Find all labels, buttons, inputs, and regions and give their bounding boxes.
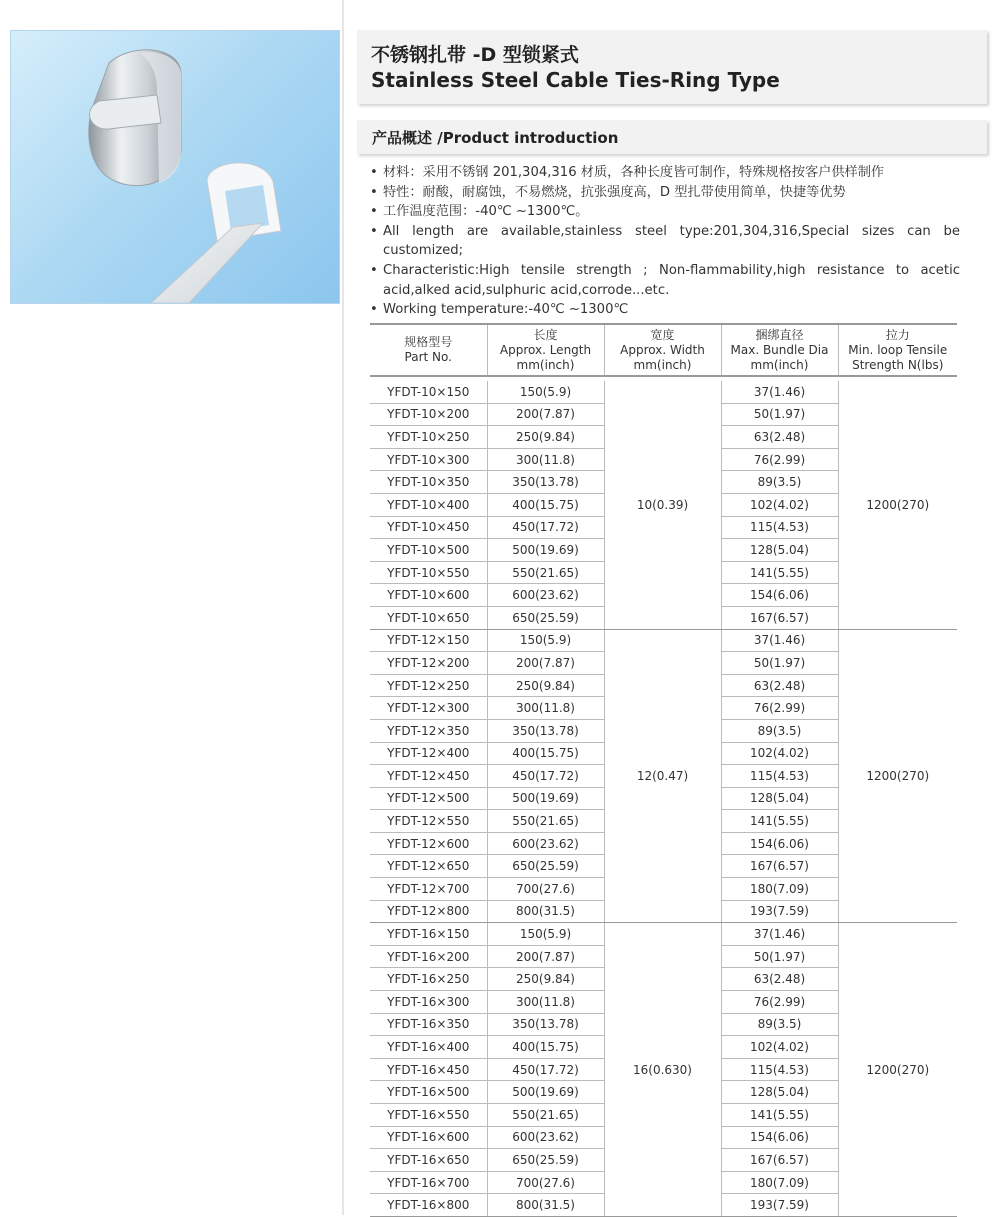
- part-no-cell: YFDT-12×150: [370, 629, 487, 652]
- bundle-dia-cell: 115(4.53): [721, 516, 838, 539]
- length-cell: 150(5.9): [487, 629, 604, 652]
- bundle-dia-cell: 76(2.99): [721, 697, 838, 720]
- bundle-dia-cell: 115(4.53): [721, 765, 838, 788]
- bundle-dia-cell: 141(5.55): [721, 1104, 838, 1127]
- bundle-dia-cell: 102(4.02): [721, 493, 838, 516]
- length-cell: 650(25.59): [487, 606, 604, 629]
- length-cell: 500(19.69): [487, 1081, 604, 1104]
- table-body: [370, 376, 957, 1216]
- part-no-cell: YFDT-12×300: [370, 697, 487, 720]
- length-cell: 550(21.65): [487, 810, 604, 833]
- title-banner: [357, 30, 987, 104]
- bundle-dia-cell: 180(7.09): [721, 1171, 838, 1194]
- tensile-cell: 1200(270): [838, 629, 957, 923]
- part-no-cell: YFDT-16×650: [370, 1149, 487, 1172]
- length-cell: 200(7.87): [487, 945, 604, 968]
- length-cell: 600(23.62): [487, 832, 604, 855]
- part-no-cell: YFDT-12×550: [370, 810, 487, 833]
- bundle-dia-cell: 167(6.57): [721, 606, 838, 629]
- length-cell: 700(27.6): [487, 878, 604, 901]
- bullet-icon: •: [370, 184, 378, 200]
- bundle-dia-cell: 37(1.46): [721, 629, 838, 652]
- length-cell: 700(27.6): [487, 1171, 604, 1194]
- part-no-cell: YFDT-10×350: [370, 471, 487, 494]
- intro-item: • All length are available,stainless steel type:201,304,316,Special sizes can be customized;: [370, 222, 960, 261]
- width-cell: 12(0.47): [604, 629, 721, 923]
- bundle-dia-cell: 37(1.46): [721, 381, 838, 403]
- length-cell: 450(17.72): [487, 1058, 604, 1081]
- length-cell: 450(17.72): [487, 516, 604, 539]
- bundle-dia-cell: 102(4.02): [721, 742, 838, 765]
- bundle-dia-cell: 63(2.48): [721, 674, 838, 697]
- length-cell: 250(9.84): [487, 674, 604, 697]
- bundle-dia-cell: 63(2.48): [721, 968, 838, 991]
- table-header-row: [370, 324, 957, 376]
- intro-item: • 工作温度范围：-40℃ ~1300℃。: [370, 202, 960, 222]
- intro-item: • Characteristic:High tensile strength ; Non-flammability,high resistance to acetic acid,alked acid,sulphuric acid,corrode...etc.: [370, 261, 960, 300]
- bundle-dia-cell: 89(3.5): [721, 719, 838, 742]
- length-cell: 300(11.8): [487, 697, 604, 720]
- length-cell: 450(17.72): [487, 765, 604, 788]
- bundle-dia-cell: 89(3.5): [721, 1013, 838, 1036]
- part-no-cell: YFDT-12×650: [370, 855, 487, 878]
- part-no-cell: YFDT-16×550: [370, 1104, 487, 1127]
- length-cell: 250(9.84): [487, 968, 604, 991]
- part-no-cell: YFDT-12×700: [370, 878, 487, 901]
- bundle-dia-cell: 167(6.57): [721, 855, 838, 878]
- spec-table: [370, 323, 957, 1217]
- part-no-cell: YFDT-10×500: [370, 539, 487, 562]
- length-cell: 250(9.84): [487, 426, 604, 449]
- intro-item: • Working temperature:-40℃ ~1300℃: [370, 300, 960, 320]
- part-no-cell: YFDT-16×600: [370, 1126, 487, 1149]
- header-length: 长度 Approx. Length mm(inch): [487, 324, 604, 376]
- length-cell: 200(7.87): [487, 403, 604, 426]
- length-cell: 650(25.59): [487, 1149, 604, 1172]
- length-cell: 150(5.9): [487, 381, 604, 403]
- tensile-cell: 1200(270): [838, 923, 957, 1217]
- length-cell: 550(21.65): [487, 561, 604, 584]
- bundle-dia-cell: 141(5.55): [721, 561, 838, 584]
- part-no-cell: YFDT-12×200: [370, 652, 487, 675]
- bundle-dia-cell: 76(2.99): [721, 448, 838, 471]
- part-no-cell: YFDT-12×400: [370, 742, 487, 765]
- bundle-dia-cell: 128(5.04): [721, 787, 838, 810]
- part-no-cell: YFDT-10×650: [370, 606, 487, 629]
- length-cell: 600(23.62): [487, 1126, 604, 1149]
- section-title: 产品概述 /Product introduction: [372, 129, 619, 147]
- part-no-cell: YFDT-10×450: [370, 516, 487, 539]
- length-cell: 350(13.78): [487, 1013, 604, 1036]
- part-no-cell: YFDT-12×800: [370, 900, 487, 923]
- length-cell: 200(7.87): [487, 652, 604, 675]
- bundle-dia-cell: 37(1.46): [721, 923, 838, 946]
- part-no-cell: YFDT-16×700: [370, 1171, 487, 1194]
- bundle-dia-cell: 128(5.04): [721, 1081, 838, 1104]
- part-no-cell: YFDT-10×550: [370, 561, 487, 584]
- length-cell: 800(31.5): [487, 1194, 604, 1217]
- page-title-cn: 不锈钢扎带 -D 型锁紧式: [371, 44, 579, 66]
- bundle-dia-cell: 89(3.5): [721, 471, 838, 494]
- length-cell: 600(23.62): [487, 584, 604, 607]
- part-no-cell: YFDT-12×350: [370, 719, 487, 742]
- header-width: 宽度 Approx. Width mm(inch): [604, 324, 721, 376]
- bundle-dia-cell: 76(2.99): [721, 991, 838, 1014]
- bundle-dia-cell: 50(1.97): [721, 652, 838, 675]
- bundle-dia-cell: 115(4.53): [721, 1058, 838, 1081]
- part-no-cell: YFDT-16×300: [370, 991, 487, 1014]
- bundle-dia-cell: 63(2.48): [721, 426, 838, 449]
- length-cell: 800(31.5): [487, 900, 604, 923]
- column-divider: [342, 0, 344, 1215]
- table-row: [370, 629, 957, 652]
- part-no-cell: YFDT-12×450: [370, 765, 487, 788]
- part-no-cell: YFDT-16×500: [370, 1081, 487, 1104]
- bullet-icon: •: [370, 204, 378, 220]
- part-no-cell: YFDT-10×300: [370, 448, 487, 471]
- bullet-icon: •: [370, 302, 378, 318]
- page-title-en: Stainless Steel Cable Ties-Ring Type: [371, 68, 780, 92]
- length-cell: 650(25.59): [487, 855, 604, 878]
- bundle-dia-cell: 167(6.57): [721, 1149, 838, 1172]
- bundle-dia-cell: 193(7.59): [721, 900, 838, 923]
- part-no-cell: YFDT-10×200: [370, 403, 487, 426]
- part-no-cell: YFDT-16×150: [370, 923, 487, 946]
- length-cell: 500(19.69): [487, 539, 604, 562]
- part-no-cell: YFDT-16×350: [370, 1013, 487, 1036]
- intro-list: [370, 163, 960, 320]
- left-column: [0, 0, 342, 1215]
- length-cell: 500(19.69): [487, 787, 604, 810]
- part-no-cell: YFDT-16×450: [370, 1058, 487, 1081]
- part-no-cell: YFDT-12×500: [370, 787, 487, 810]
- bullet-icon: •: [370, 223, 378, 239]
- length-cell: 550(21.65): [487, 1104, 604, 1127]
- part-no-cell: YFDT-12×600: [370, 832, 487, 855]
- bundle-dia-cell: 154(6.06): [721, 832, 838, 855]
- header-part-no: 规格型号 Part No.: [370, 324, 487, 376]
- part-no-cell: YFDT-10×600: [370, 584, 487, 607]
- length-cell: 350(13.78): [487, 719, 604, 742]
- length-cell: 150(5.9): [487, 923, 604, 946]
- intro-item: • 材料：采用不锈钢 201,304,316 材质，各种长度皆可制作，特殊规格按客户供样制作: [370, 163, 960, 183]
- width-cell: 16(0.630): [604, 923, 721, 1217]
- part-no-cell: YFDT-16×400: [370, 1036, 487, 1059]
- section-banner: [357, 120, 987, 154]
- bundle-dia-cell: 50(1.97): [721, 945, 838, 968]
- bundle-dia-cell: 102(4.02): [721, 1036, 838, 1059]
- length-cell: 400(15.75): [487, 742, 604, 765]
- bundle-dia-cell: 141(5.55): [721, 810, 838, 833]
- length-cell: 350(13.78): [487, 471, 604, 494]
- width-cell: 10(0.39): [604, 381, 721, 629]
- length-cell: 400(15.75): [487, 493, 604, 516]
- tensile-cell: 1200(270): [838, 381, 957, 629]
- header-tensile: 拉力 Min. loop Tensile Strength N(lbs): [838, 324, 957, 376]
- part-no-cell: YFDT-16×800: [370, 1194, 487, 1217]
- product-photo: [10, 30, 340, 304]
- part-no-cell: YFDT-16×200: [370, 945, 487, 968]
- part-no-cell: YFDT-10×400: [370, 493, 487, 516]
- bundle-dia-cell: 50(1.97): [721, 403, 838, 426]
- cable-tie-illustration: [11, 31, 339, 303]
- part-no-cell: YFDT-16×250: [370, 968, 487, 991]
- bullet-icon: •: [370, 165, 378, 180]
- part-no-cell: YFDT-10×150: [370, 381, 487, 403]
- bundle-dia-cell: 128(5.04): [721, 539, 838, 562]
- header-bundle-dia: 捆绑直径 Max. Bundle Dia mm(inch): [721, 324, 838, 376]
- bullet-icon: •: [370, 262, 378, 278]
- part-no-cell: YFDT-10×250: [370, 426, 487, 449]
- table-row: [370, 381, 957, 403]
- length-cell: 300(11.8): [487, 991, 604, 1014]
- part-no-cell: YFDT-12×250: [370, 674, 487, 697]
- length-cell: 300(11.8): [487, 448, 604, 471]
- bundle-dia-cell: 154(6.06): [721, 1126, 838, 1149]
- bundle-dia-cell: 180(7.09): [721, 878, 838, 901]
- table-row: [370, 923, 957, 946]
- bundle-dia-cell: 154(6.06): [721, 584, 838, 607]
- bundle-dia-cell: 193(7.59): [721, 1194, 838, 1217]
- intro-item: • 特性：耐酸，耐腐蚀，不易燃烧，抗张强度高，D 型扎带使用简单，快捷等优势: [370, 183, 960, 203]
- length-cell: 400(15.75): [487, 1036, 604, 1059]
